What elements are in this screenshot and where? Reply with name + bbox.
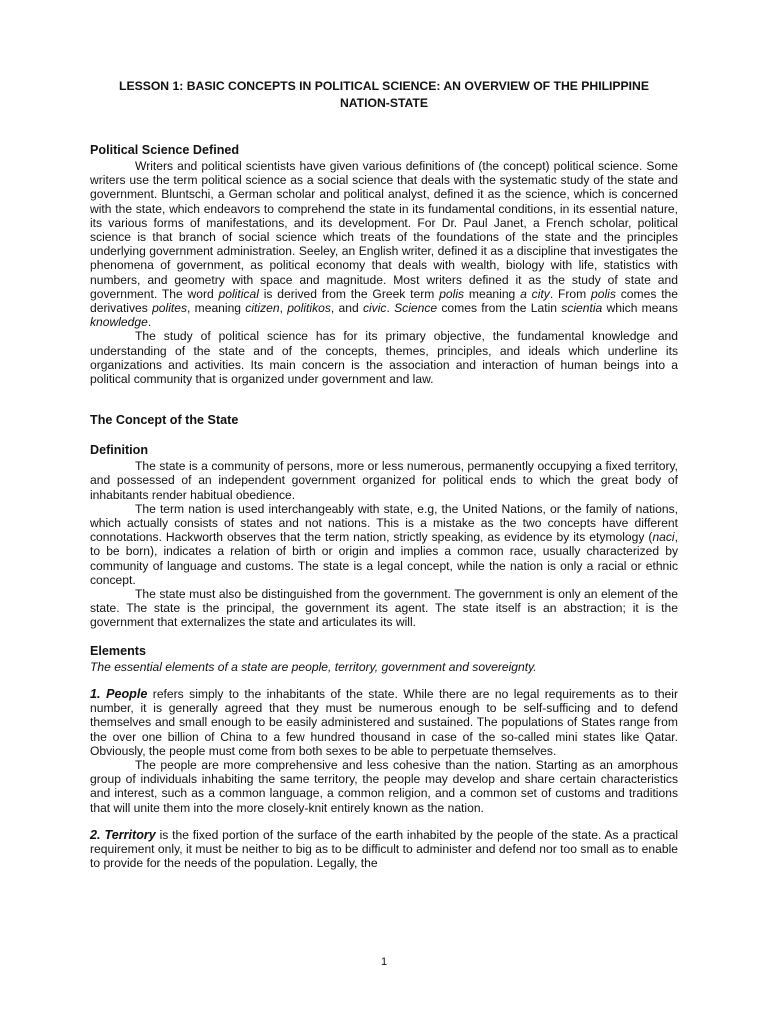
people-text-1: refers simply to the inhabitants of the state. While there are no legal requirements as to their number, it is generally agreed that they must be numerous enough to be self-sufficing and to defend themselves and small enough to be easily administered and sustained. The populations of States range from the over one billion of China to a few hundred thousand in case of the so-called mini states like Qatar. Obviously, the people must come from both sexes to be able to perpetuate themselves. (90, 686, 678, 758)
text-run: , and (330, 301, 363, 316)
text-run: , meaning (187, 301, 246, 316)
territory-text-1: is the fixed portion of the surface of the earth inhabited by the people of the state. As a practical requirement only, it must be neither to big as to be difficult to administer and defend nor too small as to enable to provide for the needs of the population. Legally, the (90, 827, 679, 871)
text-run: . From (549, 286, 592, 301)
text-run: The term nation is used interchangeably with state, e.g, the United Nations, or the family of nations, which actually consists of states and not nations. This is a mistake as the two concepts have different connotations. Hackworth observes that the term nation, strictly speaking, as evidence by its etymology ( (90, 501, 678, 545)
text-run: , (279, 301, 288, 316)
paragraph-definition-1 (90, 459, 678, 502)
italic-term: political (218, 286, 259, 301)
elements-intro: The essential elements of a state are people, territory, government and sovereignty. (90, 659, 537, 674)
italic-term: polis (439, 286, 465, 301)
text-run: is derived from the Greek term (258, 286, 440, 301)
text-run: comes from the Latin (437, 301, 562, 316)
lead-term-people: 1. People (90, 686, 148, 701)
italic-term: politikos (287, 301, 331, 316)
paragraph-definition-2 (90, 502, 678, 587)
italic-term: Science (394, 301, 438, 316)
spacer (90, 429, 678, 442)
heading-elements: Elements (90, 643, 146, 658)
document-page (90, 78, 678, 870)
paragraph-people-2: The people are more comprehensive and less cohesive than the nation. Starting as an amorphous group of individuals inhabiting the same territory, the people may develop and share certain characteristics and interest, such as a common language, a common religion, and a common set of customs and traditions that will unite them into the more closely-knit entirely known as the nation. (90, 757, 678, 815)
spacer (90, 386, 678, 412)
text-run: , to be born), indicates a relation of birth or origin and implies a common race, usually characterized by community of language and customs. The state is a legal concept, while the nation is only a racial or ethnic concept. (90, 530, 678, 587)
page-number: 1 (380, 956, 388, 968)
italic-term: naci (652, 530, 675, 545)
text-run: meaning (464, 286, 521, 301)
text-run: which means (602, 301, 678, 316)
heading-definition: Definition (90, 443, 149, 458)
document-title: LESSON 1: BASIC CONCEPTS IN POLITICAL SCIENCE: AN OVERVIEW OF THE PHILIPPINE NATION-STATE (119, 79, 649, 110)
text-run: The state is a community of persons, more or less numerous, permanently occupying a fixed territory, and possessed of an independent government organized for political ends to which the great body of inhabitants render habitual obedience. (90, 459, 678, 502)
italic-term: polites (152, 301, 188, 316)
italic-term: a city (520, 286, 550, 301)
paragraph-people-1 (90, 687, 678, 758)
text-run: . (147, 315, 152, 330)
paragraph-territory-1 (90, 828, 678, 871)
italic-term: citizen (245, 301, 280, 316)
paragraph-definition-3 (90, 587, 678, 630)
spacer (90, 674, 678, 687)
spacer (90, 630, 678, 643)
text-run: Writers and political scientists have given various definitions of (the concept) political science. Some writers use the term political science as a social science that deals with the systematic study of the state and government. Bluntschi, a German scholar and political analyst, defined it as the science, which is concerned with the state, which endeavors to comprehend the state in its fundamental conditions, in its essential nature, its various forms of manifestations, and its development. For Dr. Paul Janet, a French scholar, political science is that branch of social science which treats of the foundations of the state and the principles underlying government administration. Seeley, an English writer, defined it as a discipline that investigates the phenomena of government, as political economy that deals with wealth, biology with life, statistics with numbers, and geometry with space and magnitude. Most writers defined it as the study of state and government. The word (90, 159, 678, 301)
paragraph-ps-defined-2 (90, 329, 678, 386)
heading-political-science-defined: Political Science Defined (90, 143, 240, 157)
spacer (90, 815, 678, 828)
paragraph-ps-defined-1 (90, 159, 678, 329)
italic-term: civic (362, 301, 387, 316)
text-run: . (386, 301, 395, 316)
italic-term: polis (591, 286, 616, 301)
text-run: The study of political science has for its primary objective, the fundamental knowledge and understanding of the state and of the concepts, themes, principles, and ideals which underline its organizations and activities. Its main concern is the association and interaction of human beings into a political community that is organized under government and law. (90, 329, 678, 387)
heading-concept-of-the-state: The Concept of the State (90, 413, 239, 428)
text-run: comes the derivatives (90, 286, 679, 316)
italic-term: scientia (561, 301, 603, 316)
italic-term: knowledge (90, 315, 148, 330)
lead-term-territory: 2. Territory (90, 827, 156, 842)
text-run: The state must also be distinguished from the government. The government is only an element of the state. The state is the principal, the government its agent. The state itself is an abstraction; it is the government that externalizes the state and articulates its will. (90, 587, 678, 630)
